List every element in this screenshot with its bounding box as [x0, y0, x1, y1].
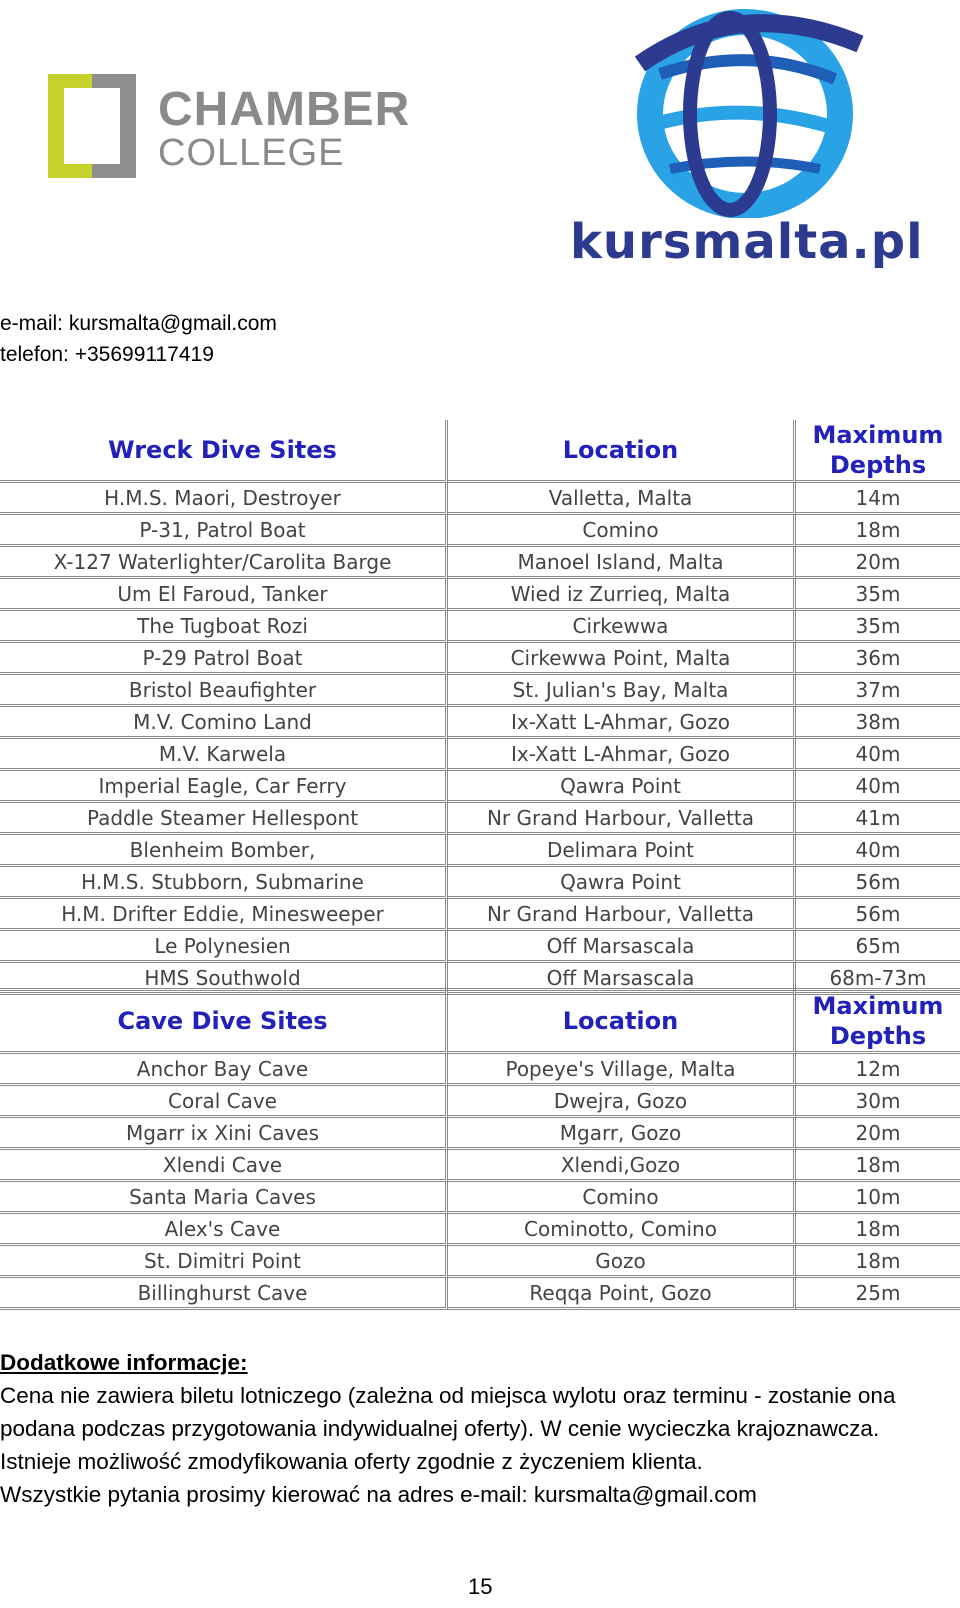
table-row [0, 1150, 960, 1182]
globe-icon [620, 4, 870, 218]
table-cell: Comino [448, 515, 796, 547]
table-row [0, 771, 960, 803]
table-cell: Delimara Point [448, 835, 796, 867]
table-row [0, 803, 960, 835]
table-cell: Off Marsascala [448, 931, 796, 963]
wreck-column-header: Maximum Depths [796, 420, 960, 483]
table-cell: 20m [796, 547, 960, 579]
table-row [0, 483, 960, 515]
table-cell: Valletta, Malta [448, 483, 796, 515]
table-cell: 56m [796, 899, 960, 931]
table-cell: Comino [448, 1182, 796, 1214]
page-number: 15 [468, 1574, 493, 1599]
table-row [0, 867, 960, 899]
table-cell: HMS Southwold [0, 963, 448, 995]
table-cell: 35m [796, 579, 960, 611]
table-cell: 40m [796, 835, 960, 867]
table-row [0, 1118, 960, 1150]
table-cell: Billinghurst Cave [0, 1278, 448, 1310]
table-cell: Nr Grand Harbour, Valletta [448, 899, 796, 931]
kursmalta-logo-text: kursmalta.pl [570, 214, 924, 270]
table-cell: Um El Faroud, Tanker [0, 579, 448, 611]
table-row [0, 835, 960, 867]
table-cell: X-127 Waterlighter/Carolita Barge [0, 547, 448, 579]
chamber-logo-line2: COLLEGE [158, 132, 345, 174]
table-cell: Xlendi Cave [0, 1150, 448, 1182]
table-cell: Qawra Point [448, 771, 796, 803]
table-cell: St. Julian's Bay, Malta [448, 675, 796, 707]
table-row [0, 515, 960, 547]
cave-header-row [0, 991, 960, 1054]
table-cell: 35m [796, 611, 960, 643]
table-cell: 37m [796, 675, 960, 707]
table-row [0, 931, 960, 963]
table-cell: Qawra Point [448, 867, 796, 899]
additional-info [0, 1346, 960, 1511]
table-cell: Alex's Cave [0, 1214, 448, 1246]
table-cell: Cirkewwa Point, Malta [448, 643, 796, 675]
table-cell: St. Dimitri Point [0, 1246, 448, 1278]
table-row [0, 1214, 960, 1246]
table-cell: Mgarr, Gozo [448, 1118, 796, 1150]
table-cell: H.M.S. Stubborn, Submarine [0, 867, 448, 899]
table-cell: Ix-Xatt L-Ahmar, Gozo [448, 707, 796, 739]
contact-phone: telefon: +35699117419 [0, 343, 214, 366]
table-row [0, 1246, 960, 1278]
table-row [0, 579, 960, 611]
table-row [0, 643, 960, 675]
table-cell: Le Polynesien [0, 931, 448, 963]
table-cell: Cirkewwa [448, 611, 796, 643]
table-cell: M.V. Comino Land [0, 707, 448, 739]
table-cell: 14m [796, 483, 960, 515]
table-cell: 30m [796, 1086, 960, 1118]
table-cell: Cominotto, Comino [448, 1214, 796, 1246]
wreck-header-row [0, 420, 960, 483]
table-row [0, 1182, 960, 1214]
table-cell: Santa Maria Caves [0, 1182, 448, 1214]
table-cell: 40m [796, 771, 960, 803]
table-row [0, 675, 960, 707]
table-cell: 68m-73m [796, 963, 960, 995]
wreck-column-header: Wreck Dive Sites [0, 420, 448, 483]
table-cell: Nr Grand Harbour, Valletta [448, 803, 796, 835]
table-cell: 36m [796, 643, 960, 675]
cave-column-header: Cave Dive Sites [0, 991, 448, 1054]
bracket-right-icon [120, 74, 136, 178]
table-cell: 18m [796, 1246, 960, 1278]
table-cell: 40m [796, 739, 960, 771]
info-paragraph: Wszystkie pytania prosimy kierować na adres e-mail: kursmalta@gmail.com [0, 1482, 757, 1507]
table-cell: Wied iz Zurrieq, Malta [448, 579, 796, 611]
table-cell: H.M.S. Maori, Destroyer [0, 483, 448, 515]
table-cell: 20m [796, 1118, 960, 1150]
table-cell: 38m [796, 707, 960, 739]
table-row [0, 899, 960, 931]
chamber-logo-line1: CHAMBER [158, 83, 411, 136]
table-cell: 25m [796, 1278, 960, 1310]
info-paragraph: Istnieje możliwość zmodyfikowania oferty zgodnie z życzeniem klienta. [0, 1449, 703, 1474]
table-cell: Gozo [448, 1246, 796, 1278]
table-cell: 12m [796, 1054, 960, 1086]
table-cell: Reqqa Point, Gozo [448, 1278, 796, 1310]
table-cell: 41m [796, 803, 960, 835]
cave-column-header: Location [448, 991, 796, 1054]
table-cell: 65m [796, 931, 960, 963]
table-row [0, 707, 960, 739]
table-row [0, 547, 960, 579]
contact-email: e-mail: kursmalta@gmail.com [0, 312, 277, 335]
table-row [0, 611, 960, 643]
table-cell: Blenheim Bomber, [0, 835, 448, 867]
table-cell: Coral Cave [0, 1086, 448, 1118]
table-row [0, 1086, 960, 1118]
cave-dive-sites-table [0, 988, 960, 1310]
table-cell: Ix-Xatt L-Ahmar, Gozo [448, 739, 796, 771]
cave-column-header: Maximum Depths [796, 991, 960, 1054]
table-cell: H.M. Drifter Eddie, Minesweeper [0, 899, 448, 931]
wreck-dive-sites-table [0, 420, 960, 995]
table-cell: Manoel Island, Malta [448, 547, 796, 579]
table-cell: 10m [796, 1182, 960, 1214]
info-title: Dodatkowe informacje: [0, 1350, 248, 1375]
table-row [0, 1278, 960, 1310]
table-cell: 18m [796, 1150, 960, 1182]
table-cell: Dwejra, Gozo [448, 1086, 796, 1118]
table-cell: The Tugboat Rozi [0, 611, 448, 643]
table-cell: Bristol Beaufighter [0, 675, 448, 707]
wreck-column-header: Location [448, 420, 796, 483]
table-cell: Imperial Eagle, Car Ferry [0, 771, 448, 803]
info-paragraph: Cena nie zawiera biletu lotniczego (zależna od miejsca wylotu oraz terminu - zostanie ona podana podczas przygotowania indywidualnej oferty). W cenie wycieczka krajoznawcza. [0, 1383, 896, 1441]
table-cell: Mgarr ix Xini Caves [0, 1118, 448, 1150]
table-cell: 18m [796, 1214, 960, 1246]
table-cell: 56m [796, 867, 960, 899]
table-cell: Off Marsascala [448, 963, 796, 995]
table-cell: M.V. Karwela [0, 739, 448, 771]
contact-info [0, 308, 277, 370]
table-cell: Anchor Bay Cave [0, 1054, 448, 1086]
chamber-college-logo [48, 70, 468, 190]
table-cell: Popeye's Village, Malta [448, 1054, 796, 1086]
bracket-left-icon [48, 74, 64, 178]
table-cell: P-31, Patrol Boat [0, 515, 448, 547]
table-cell: Paddle Steamer Hellespont [0, 803, 448, 835]
table-cell: 18m [796, 515, 960, 547]
table-cell: Xlendi,Gozo [448, 1150, 796, 1182]
table-cell: P-29 Patrol Boat [0, 643, 448, 675]
table-row [0, 739, 960, 771]
table-row [0, 1054, 960, 1086]
